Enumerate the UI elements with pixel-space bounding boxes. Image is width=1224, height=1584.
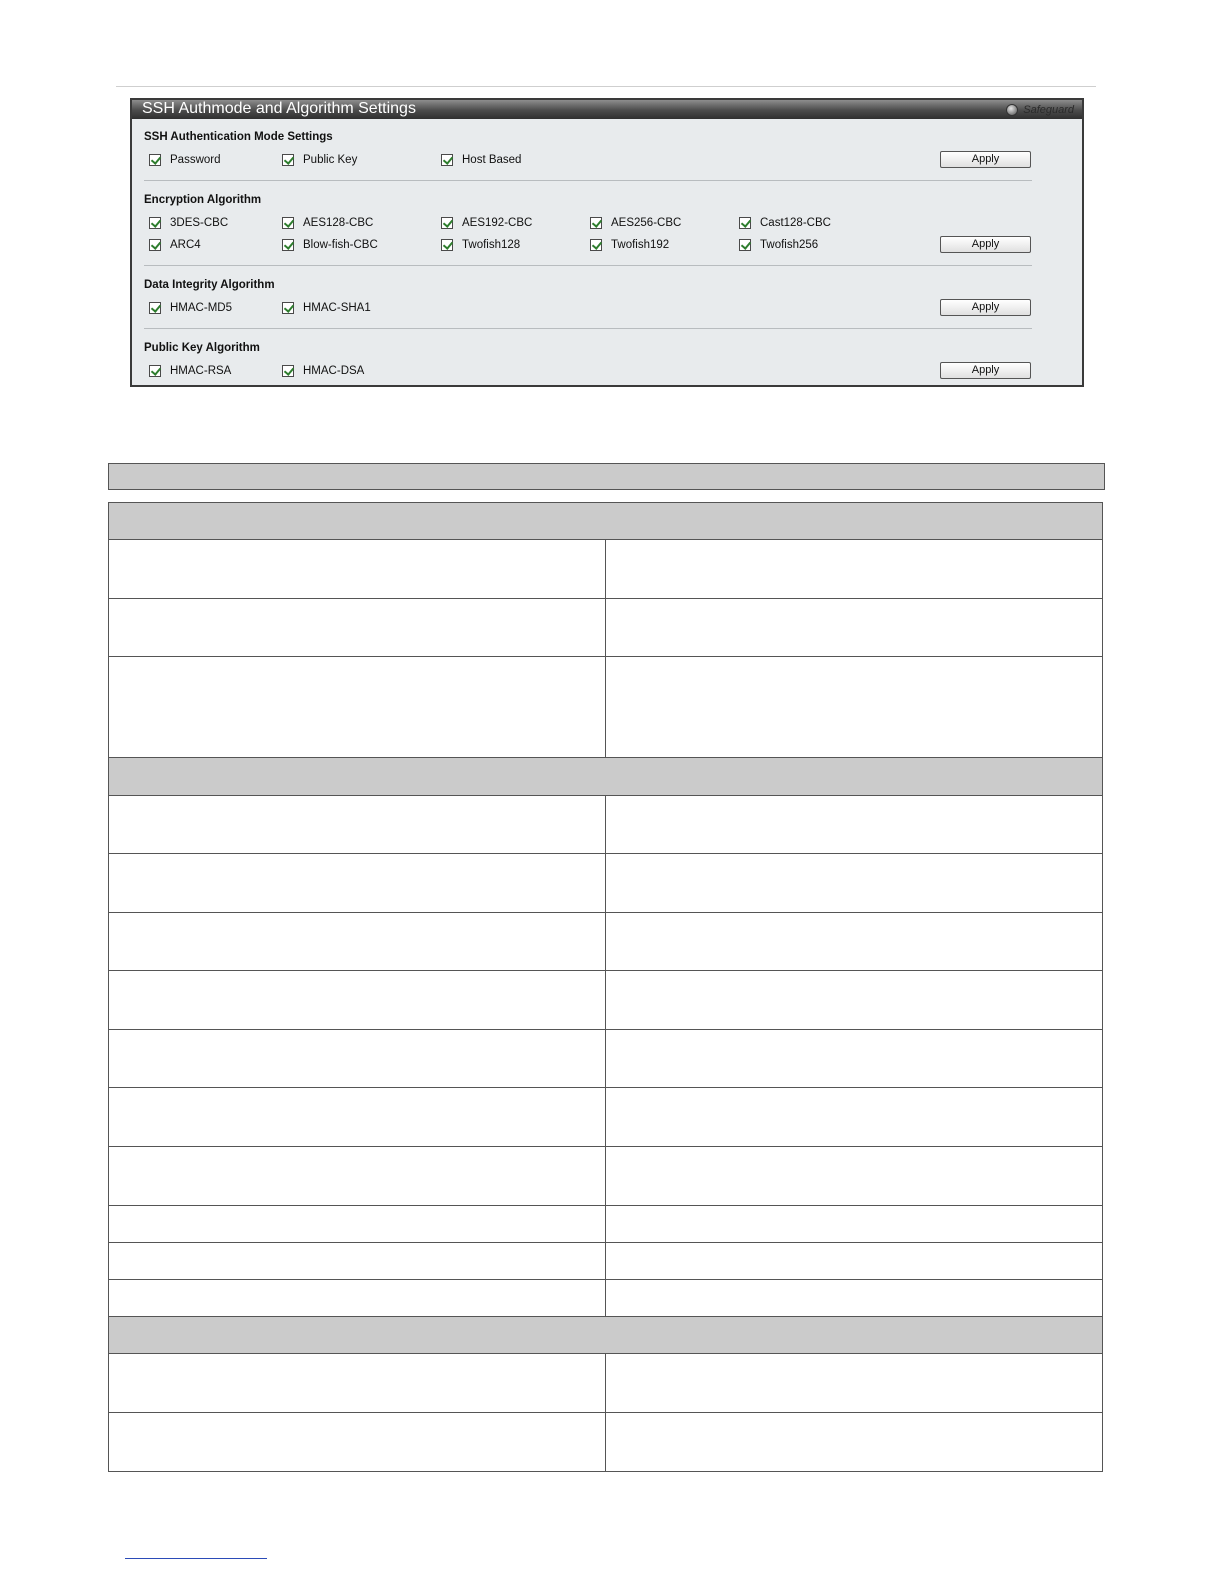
section-title: Public Key Algorithm (144, 342, 260, 354)
description-cell (606, 1206, 1103, 1243)
section-title: Encryption Algorithm (144, 194, 262, 206)
checkbox-label: Host Based (462, 154, 522, 166)
checkbox-checked-icon[interactable] (441, 217, 453, 229)
table-row (109, 599, 1103, 657)
checkbox-checked-icon[interactable] (149, 302, 161, 314)
parameter-cell (109, 1206, 606, 1243)
checkbox-checked-icon[interactable] (739, 239, 751, 251)
checkbox-checked-icon[interactable] (590, 217, 602, 229)
group-label (109, 503, 1103, 540)
table-row (109, 1413, 1103, 1472)
table-row (109, 657, 1103, 758)
checkbox-label: Blow-fish-CBC (303, 239, 378, 251)
checkbox-label: HMAC-RSA (170, 365, 232, 377)
description-cell (606, 971, 1103, 1030)
checkbox-label: Public Key (303, 154, 358, 166)
apply-button[interactable]: Apply (940, 236, 1031, 253)
table-row (109, 1354, 1103, 1413)
checkbox-label: Twofish192 (611, 239, 670, 251)
checkbox-checked-icon[interactable] (590, 239, 602, 251)
safeguard-label: Safeguard (1023, 103, 1074, 116)
checkbox-label: Twofish256 (760, 239, 819, 251)
description-cell (606, 1280, 1103, 1317)
checkbox-checked-icon[interactable] (149, 217, 161, 229)
description-cell (606, 1413, 1103, 1472)
checkbox-label: HMAC-SHA1 (303, 302, 371, 314)
option-checkbox[interactable] (441, 215, 532, 231)
checkbox-label: ARC4 (170, 239, 201, 251)
checkbox-checked-icon[interactable] (739, 217, 751, 229)
description-cell (606, 1243, 1103, 1280)
checkbox-checked-icon[interactable] (282, 239, 294, 251)
parameter-cell (109, 1030, 606, 1088)
panel-header (132, 100, 1082, 119)
top-rule (116, 86, 1096, 87)
option-checkbox[interactable] (282, 237, 378, 253)
checkbox-checked-icon[interactable] (282, 365, 294, 377)
section-divider (144, 265, 1032, 266)
parameter-cell (109, 1413, 606, 1472)
description-cell (606, 657, 1103, 758)
option-checkbox[interactable] (149, 237, 201, 253)
section-divider (144, 180, 1032, 181)
parameter-cell (109, 854, 606, 913)
apply-button[interactable]: Apply (940, 362, 1031, 379)
option-checkbox[interactable] (739, 215, 831, 231)
checkbox-label: HMAC-DSA (303, 365, 365, 377)
description-cell (606, 540, 1103, 599)
option-checkbox[interactable] (282, 300, 371, 316)
description-cell (606, 1147, 1103, 1206)
description-cell (606, 913, 1103, 971)
checkbox-row (132, 215, 1082, 231)
option-checkbox[interactable] (441, 152, 521, 168)
checkbox-label: AES256-CBC (611, 217, 682, 229)
option-checkbox[interactable] (149, 300, 232, 316)
checkbox-checked-icon[interactable] (149, 239, 161, 251)
checkbox-label: AES192-CBC (462, 217, 533, 229)
description-cell (606, 1088, 1103, 1147)
section-divider (144, 328, 1032, 329)
apply-button[interactable]: Apply (940, 299, 1031, 316)
checkbox-checked-icon[interactable] (149, 154, 161, 166)
description-cell (606, 796, 1103, 854)
table-row (109, 854, 1103, 913)
checkbox-label: Cast128-CBC (760, 217, 831, 229)
checkbox-checked-icon[interactable] (149, 365, 161, 377)
parameter-cell (109, 657, 606, 758)
table-row (109, 1243, 1103, 1280)
table-row (109, 971, 1103, 1030)
safeguard-icon (1006, 104, 1018, 116)
option-checkbox[interactable] (590, 237, 669, 253)
option-checkbox[interactable] (590, 215, 681, 231)
parameter-cell (109, 1243, 606, 1280)
description-cell (606, 1354, 1103, 1413)
table-row (109, 1280, 1103, 1317)
table-row (109, 540, 1103, 599)
option-checkbox[interactable] (149, 215, 228, 231)
parameter-cell (109, 1354, 606, 1413)
option-checkbox[interactable] (149, 152, 221, 168)
checkbox-checked-icon[interactable] (441, 239, 453, 251)
table-caption-bar (108, 463, 1105, 490)
checkbox-checked-icon[interactable] (441, 154, 453, 166)
table-group-header (109, 1317, 1103, 1354)
description-cell (606, 1030, 1103, 1088)
parameter-cell (109, 1088, 606, 1147)
checkbox-label: 3DES-CBC (170, 217, 229, 229)
table-row (109, 1088, 1103, 1147)
safeguard-indicator[interactable] (1006, 102, 1074, 117)
table-row (109, 1147, 1103, 1206)
group-label (109, 1317, 1103, 1354)
option-checkbox[interactable] (282, 363, 364, 379)
description-cell (606, 854, 1103, 913)
table-row (109, 1030, 1103, 1088)
parameter-cell (109, 913, 606, 971)
footer-link-underline[interactable] (125, 1558, 267, 1559)
checkbox-label: AES128-CBC (303, 217, 374, 229)
option-checkbox[interactable] (149, 363, 231, 379)
group-label (109, 758, 1103, 796)
parameter-cell (109, 540, 606, 599)
description-cell (606, 599, 1103, 657)
apply-button[interactable]: Apply (940, 151, 1031, 168)
table-row (109, 913, 1103, 971)
parameter-description-table (108, 502, 1103, 1472)
parameter-cell (109, 796, 606, 854)
section-title: SSH Authentication Mode Settings (144, 131, 333, 143)
checkbox-label: HMAC-MD5 (170, 302, 232, 314)
ssh-settings-panel (130, 98, 1084, 387)
table-caption (109, 464, 1104, 474)
checkbox-label: Twofish128 (462, 239, 521, 251)
checkbox-label: Password (170, 154, 221, 166)
option-checkbox[interactable] (441, 237, 520, 253)
panel-title: SSH Authmode and Algorithm Settings (142, 100, 416, 117)
table-group-header (109, 758, 1103, 796)
option-checkbox[interactable] (739, 237, 818, 253)
table-group-header (109, 503, 1103, 540)
table-row (109, 1206, 1103, 1243)
option-checkbox[interactable] (282, 215, 373, 231)
checkbox-checked-icon[interactable] (282, 154, 294, 166)
checkbox-checked-icon[interactable] (282, 302, 294, 314)
parameter-cell (109, 1280, 606, 1317)
checkbox-checked-icon[interactable] (282, 217, 294, 229)
section-title: Data Integrity Algorithm (144, 279, 275, 291)
parameter-cell (109, 599, 606, 657)
parameter-cell (109, 971, 606, 1030)
option-checkbox[interactable] (282, 152, 357, 168)
table-row (109, 796, 1103, 854)
parameter-cell (109, 1147, 606, 1206)
